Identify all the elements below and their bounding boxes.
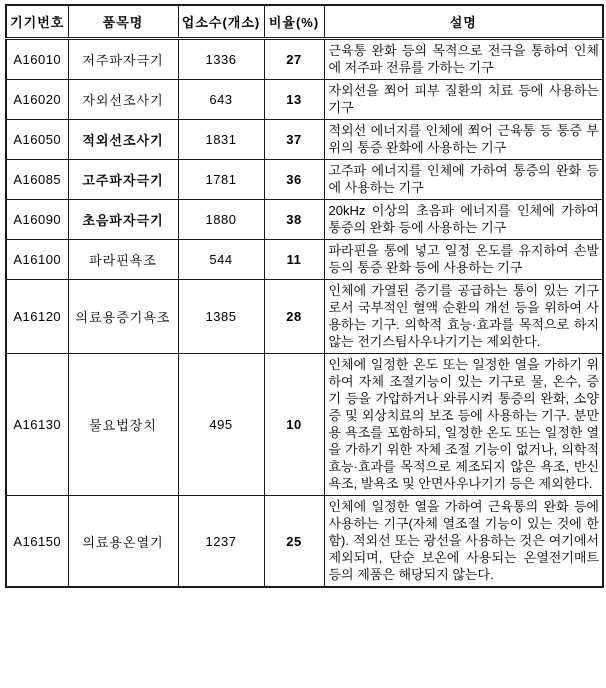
cell-device-id: A16150 [6,496,68,588]
table-row [6,200,603,240]
cell-item-name: 의료용증기욕조 [68,280,178,354]
table-row [6,496,603,588]
column-header-description: 설명 [324,5,603,39]
cell-item-name: 자외선조사기 [68,80,178,120]
column-header-item-name: 품목명 [68,5,178,39]
column-header-establishment-count: 업소수(개소) [178,5,264,39]
cell-device-id: A16100 [6,240,68,280]
cell-description: 20kHz 이상의 초음파 에너지를 인체에 가하여 통증의 완화 등에 사용하는 기구 [324,200,603,240]
device-table [5,4,604,588]
cell-item-name: 적외선조사기 [68,120,178,160]
cell-establishment-count: 1880 [178,200,264,240]
cell-item-name: 물요법장치 [68,354,178,496]
header-row [6,5,603,39]
column-header-device-id: 기기번호 [6,5,68,39]
cell-ratio: 25 [264,496,324,588]
cell-ratio: 38 [264,200,324,240]
cell-establishment-count: 643 [178,80,264,120]
table-row [6,80,603,120]
cell-device-id: A16050 [6,120,68,160]
cell-establishment-count: 1831 [178,120,264,160]
cell-ratio: 10 [264,354,324,496]
cell-description: 근육통 완화 등의 목적으로 전극을 통하여 인체에 저주파 전류를 가하는 기구 [324,39,603,80]
cell-item-name: 파라핀욕조 [68,240,178,280]
cell-description: 파라핀을 통에 넣고 일정 온도를 유지하여 손발 등의 통증 완화 등에 사용하는 기구 [324,240,603,280]
cell-establishment-count: 1385 [178,280,264,354]
cell-description: 적외선 에너지를 인체에 쬐어 근육통 등 통증 부위의 통증 완화에 사용하는 기구 [324,120,603,160]
table-row [6,354,603,496]
cell-establishment-count: 1336 [178,39,264,80]
cell-establishment-count: 1781 [178,160,264,200]
cell-device-id: A16085 [6,160,68,200]
cell-device-id: A16130 [6,354,68,496]
cell-ratio: 37 [264,120,324,160]
cell-description: 인체에 일정한 열을 가하여 근육통의 완화 등에 사용하는 기구(자체 열조절 기능이 있는 것에 한함). 적외선 또는 광선을 사용하는 것은 여기에서 제외되며, 단순 보온에 사용되는 온열전기매트 등의 제품은 해당되지 않는다. [324,496,603,588]
cell-description: 인체에 가열된 증기를 공급하는 통이 있는 기구로서 국부적인 혈액 순환의 개선 등을 위하여 사용하는 기구. 의학적 효능·효과를 목적으로 하지 않는 전기스팀사우나기기는 제외한다. [324,280,603,354]
table-row [6,160,603,200]
cell-establishment-count: 1237 [178,496,264,588]
table-body [6,39,603,588]
cell-device-id: A16090 [6,200,68,240]
cell-device-id: A16120 [6,280,68,354]
cell-device-id: A16020 [6,80,68,120]
table-row [6,240,603,280]
cell-item-name: 초음파자극기 [68,200,178,240]
cell-ratio: 36 [264,160,324,200]
cell-item-name: 저주파자극기 [68,39,178,80]
cell-description: 자외선을 쬐어 피부 질환의 치료 등에 사용하는 기구 [324,80,603,120]
table-header [6,5,603,39]
cell-device-id: A16010 [6,39,68,80]
cell-item-name: 의료용온열기 [68,496,178,588]
cell-ratio: 11 [264,240,324,280]
table-row [6,120,603,160]
cell-description: 인체에 일정한 온도 또는 일정한 열을 가하기 위하여 자체 조절기능이 있는 기구로 물, 온수, 증기 등을 가압하거나 와류시켜 통증의 완화, 소양증 및 외상치료의 보조 등에 사용하는 기구. 분만용 욕조를 포함하되, 일정한 온도 또는 일정한 열을 가하기 위한 자체 조절 기능이 없거나, 의학적 효능·효과를 목적으로 제조되지 않은 욕조, 반신욕조, 발욕조 및 안면사우나기기 등은 제외한다. [324,354,603,496]
table-row [6,280,603,354]
cell-establishment-count: 544 [178,240,264,280]
cell-ratio: 27 [264,39,324,80]
table-row [6,39,603,80]
cell-establishment-count: 495 [178,354,264,496]
column-header-ratio: 비율(%) [264,5,324,39]
cell-item-name: 고주파자극기 [68,160,178,200]
cell-ratio: 28 [264,280,324,354]
cell-description: 고주파 에너지를 인체에 가하여 통증의 완화 등에 사용하는 기구 [324,160,603,200]
cell-ratio: 13 [264,80,324,120]
